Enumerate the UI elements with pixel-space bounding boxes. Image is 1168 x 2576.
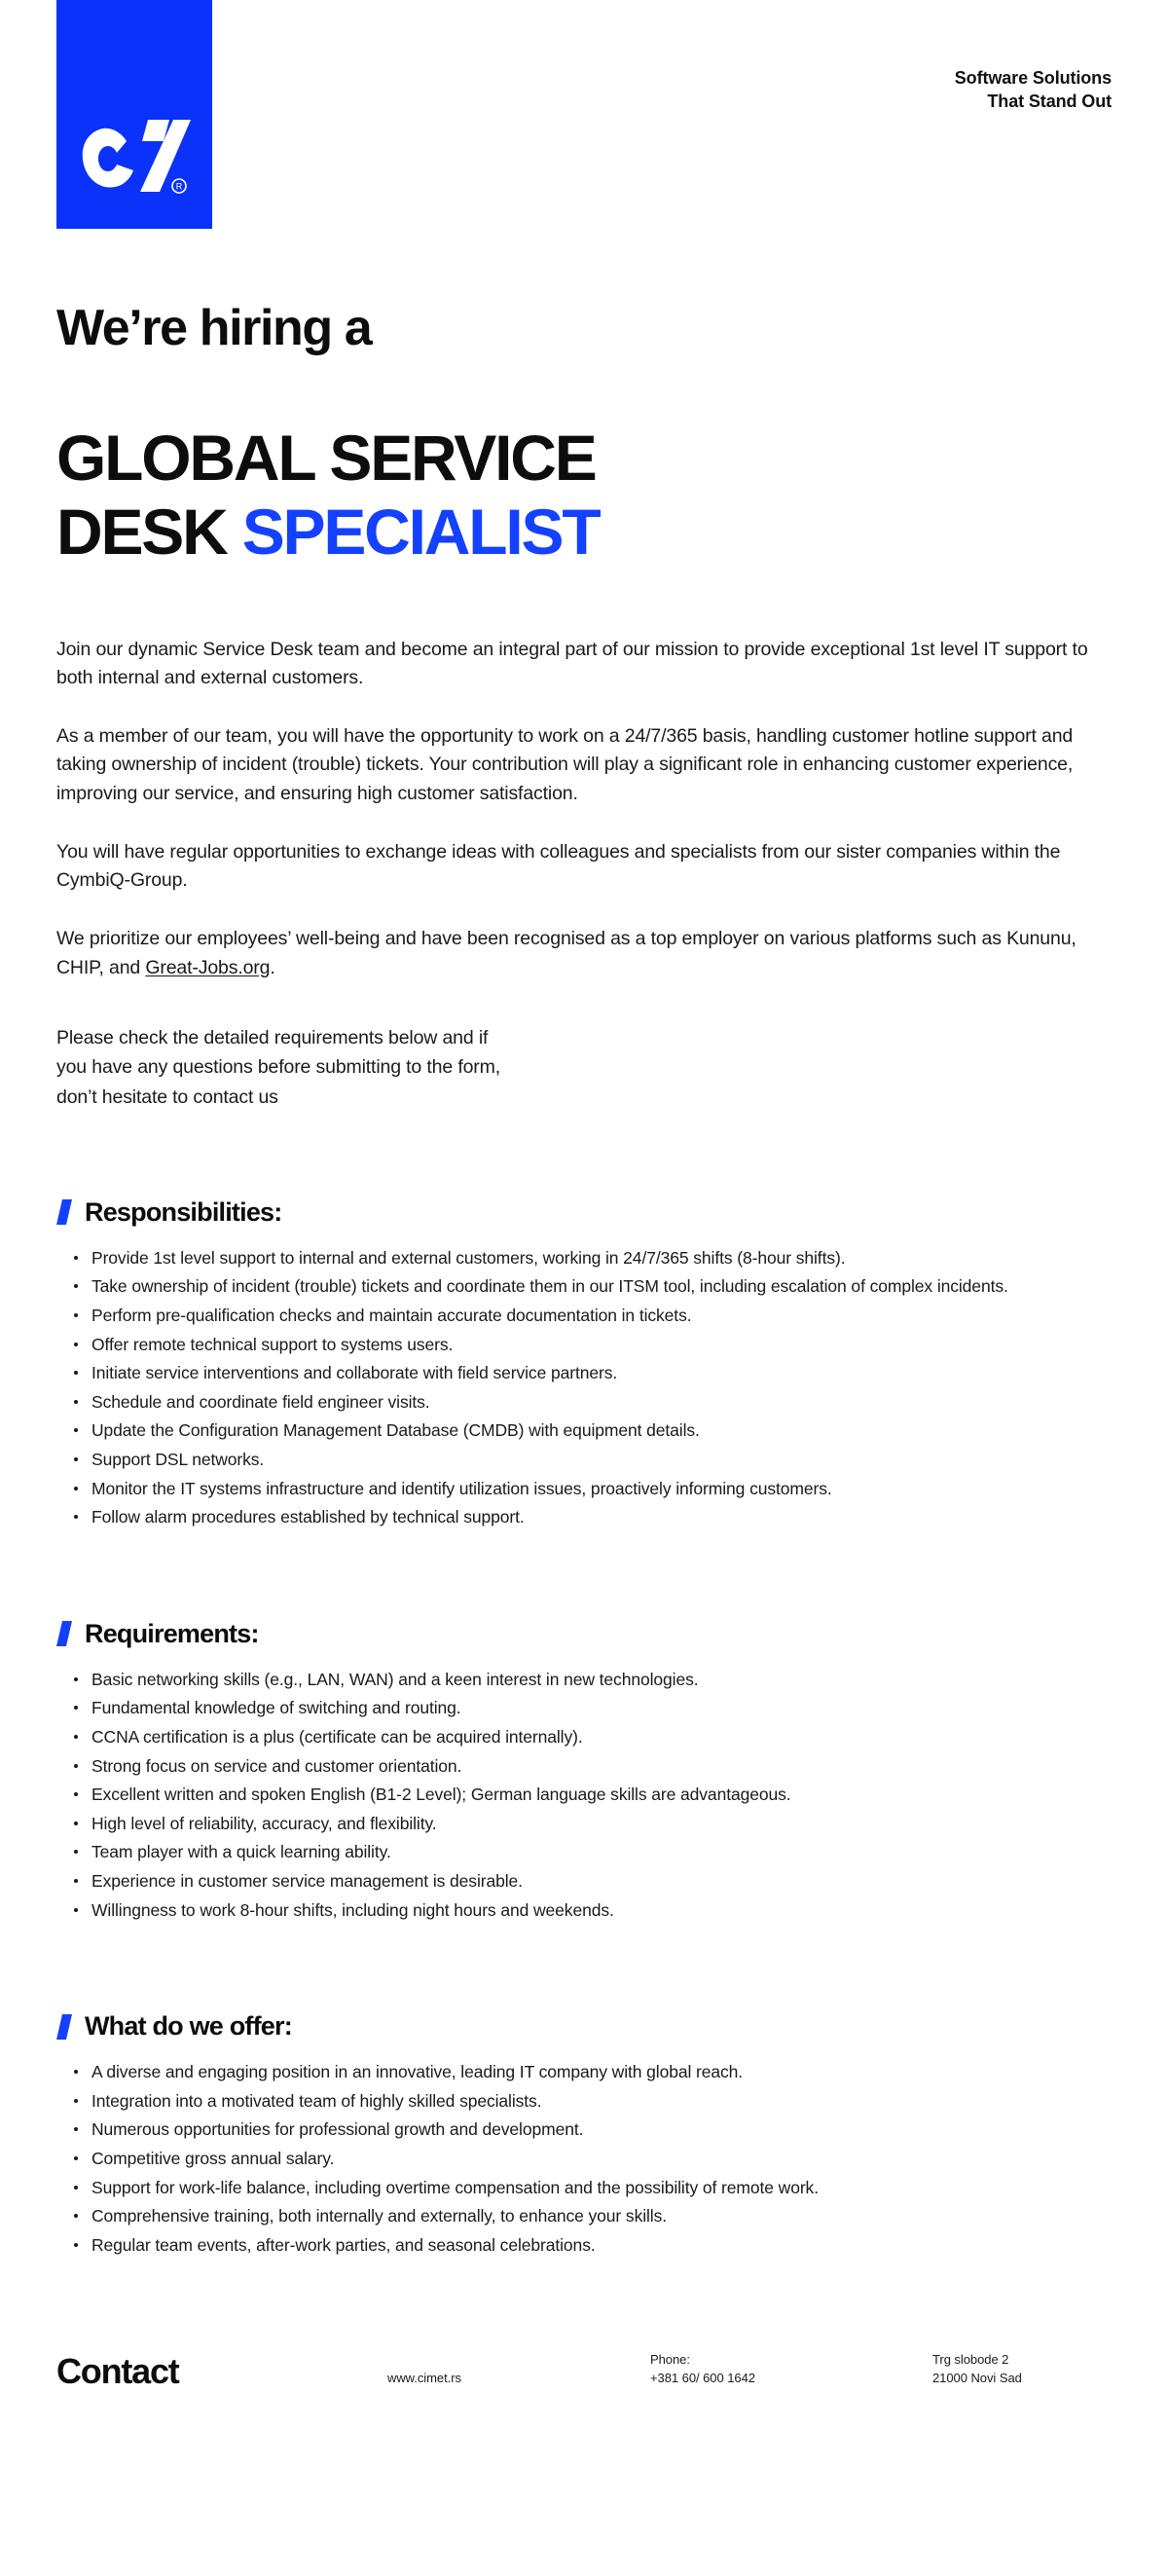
section-offer [0, 2011, 1168, 2258]
section-header [56, 1197, 1112, 1228]
list-item: Initiate service interventions and collaborate with field service partners. [72, 1360, 1112, 1386]
address-line-1: Trg slobode 2 [932, 2352, 1009, 2368]
brand-tagline [955, 66, 1112, 114]
list-item: Regular team events, after-work parties, and seasonal celebrations. [72, 2232, 1112, 2259]
svg-text:R: R [175, 181, 183, 192]
list-item: Perform pre-qualification checks and maintain accurate documentation in tickets. [72, 1303, 1112, 1329]
list-item: Update the Configuration Management Database (CMDB) with equipment details. [72, 1417, 1112, 1444]
list-item: Experience in customer service management is desirable. [72, 1868, 1112, 1895]
list-item: Monitor the IT systems infrastructure and identify utilization issues, proactively informing customers. [72, 1476, 1112, 1502]
offer-list [56, 2059, 1112, 2258]
list-item: Support for work-life balance, including overtime compensation and the possibility of remote work. [72, 2175, 1112, 2201]
hero-kicker: We’re hiring a [56, 300, 372, 356]
list-item: Competitive gross annual salary. [72, 2146, 1112, 2172]
spacer [0, 1533, 1168, 1619]
list-item: Team player with a quick learning ability. [72, 1839, 1112, 1865]
intro-paragraph-1: Join our dynamic Service Desk team and become an integral part of our mission to provide exceptional 1st level IT support to both internal and external customers. [56, 638, 1088, 689]
slash-icon [56, 2014, 72, 2040]
employer-text-prefix: We prioritize our employees’ well-being and have been recognised as a top employer on various platforms such as Kununu, CHIP, and [56, 927, 1077, 978]
spacer [0, 1112, 1168, 1197]
intro-paragraph-4 [56, 925, 1103, 982]
list-item: CCNA certification is a plus (certificate can be acquired internally). [72, 1724, 1112, 1750]
list-item: Provide 1st level support to internal and external customers, working in 24/7/365 shifts (8-hour shifts). [72, 1245, 1112, 1271]
intro-paragraph-2: As a member of our team, you will have the opportunity to work on a 24/7/365 basis, handling customer hotline support and taking ownership of incident (trouble) tickets. Your contribution will play a significant role in enhancing customer experience, improving our service, and ensuring high customer satisfaction. [56, 724, 1074, 805]
note-line-3: don’t hesitate to contact us [56, 1086, 278, 1108]
job-title-specialist: SPECIALIST [241, 495, 600, 568]
footer-website [387, 2370, 650, 2389]
section-header [56, 2011, 1112, 2042]
great-jobs-link[interactable]: Great-Jobs.org [145, 956, 271, 978]
slash-icon [56, 1621, 72, 1646]
list-item: Schedule and coordinate field engineer visits. [72, 1389, 1112, 1416]
note-line-2: you have any questions before submitting to the form, [56, 1056, 500, 1079]
intro-paragraph-3: You will have regular opportunities to exchange ideas with colleagues and specialists from our sister companies within the CymbiQ-Group. [56, 840, 1061, 892]
phone-label: Phone: [650, 2352, 690, 2368]
section-requirements [0, 1619, 1168, 1923]
c7-logo-icon [76, 118, 195, 202]
footer-address [932, 2351, 1022, 2389]
list-item: Integration into a motivated team of highly skilled specialists. [72, 2088, 1112, 2115]
list-item: Basic networking skills (e.g., LAN, WAN) and a keen interest in new technologies. [72, 1667, 1112, 1693]
address-line-2: 21000 Novi Sad [932, 2371, 1022, 2386]
job-title-line-2 [56, 495, 1112, 568]
phone-number: +381 60/ 600 1642 [650, 2371, 755, 2386]
responsibilities-list [56, 1245, 1112, 1530]
list-item: Offer remote technical support to systems users. [72, 1332, 1112, 1358]
section-responsibilities [0, 1197, 1168, 1530]
section-header [56, 1619, 1112, 1649]
section-title-responsibilities: Responsibilities: [85, 1196, 282, 1227]
slash-icon [56, 1199, 72, 1225]
list-item: Excellent written and spoken English (B1-2 Level); German language skills are advantageous. [72, 1782, 1112, 1808]
hero-section [0, 234, 1168, 568]
footer-title: Contact [56, 2351, 179, 2391]
note-line-1: Please check the detailed requirements below and if [56, 1027, 489, 1049]
page-title [56, 421, 1112, 568]
list-item: Support DSL networks. [72, 1447, 1112, 1473]
list-item: High level of reliability, accuracy, and flexibility. [72, 1811, 1112, 1837]
job-title-line-1: GLOBAL SERVICE [56, 421, 596, 494]
tagline-line-1: Software Solutions [954, 68, 1112, 88]
section-title-offer: What do we offer: [85, 2011, 292, 2042]
footer-phone [650, 2351, 932, 2389]
list-item: A diverse and engaging position in an innovative, leading IT company with global reach. [72, 2059, 1112, 2085]
section-title-requirements: Requirements: [85, 1618, 259, 1648]
job-title-desk: DESK [56, 495, 242, 568]
application-note [56, 1023, 1112, 1112]
list-item: Comprehensive training, both internally and externally, to enhance your skills. [72, 2203, 1112, 2229]
tagline-line-2: That Stand Out [987, 92, 1112, 112]
intro-section [0, 636, 1168, 1112]
brand-logo-block [56, 0, 212, 229]
list-item: Numerous opportunities for professional growth and development. [72, 2116, 1112, 2143]
list-item: Willingness to work 8-hour shifts, including night hours and weekends. [72, 1897, 1112, 1924]
page-header [0, 0, 1168, 234]
list-item: Take ownership of incident (trouble) tickets and coordinate them in our ITSM tool, including escalation of complex incidents. [72, 1273, 1112, 1300]
list-item: Fundamental knowledge of switching and routing. [72, 1695, 1112, 1721]
page-footer [0, 2351, 1168, 2447]
employer-text-suffix: . [270, 956, 275, 978]
requirements-list [56, 1667, 1112, 1923]
list-item: Strong focus on service and customer orientation. [72, 1753, 1112, 1780]
website-link[interactable]: www.cimet.rs [387, 2371, 461, 2386]
list-item: Follow alarm procedures established by technical support. [72, 1504, 1112, 1530]
spacer [0, 1926, 1168, 2011]
